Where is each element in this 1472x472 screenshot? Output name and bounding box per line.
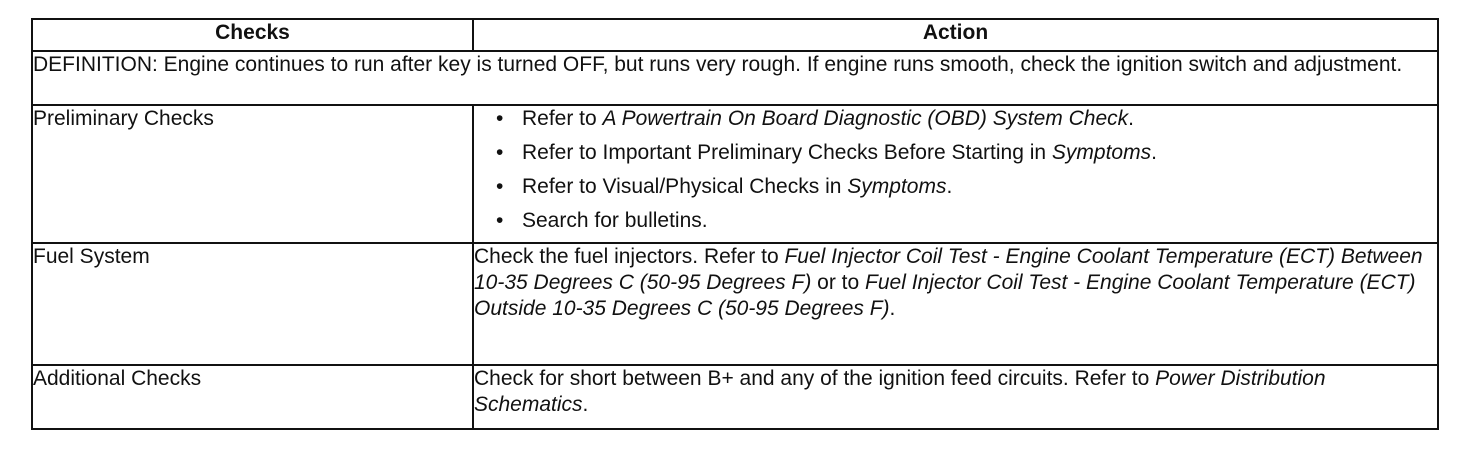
action-text: . [946,175,953,198]
action-text: Search for bulletins. [522,209,708,232]
action-cell [473,365,1438,429]
action-text: Refer to Important Preliminary Checks Before Starting in [522,141,1052,164]
action-text: . [1151,141,1157,164]
list-item [496,140,1437,174]
table-row [32,243,1438,365]
list-item [496,208,1437,242]
list-item [496,106,1437,140]
action-cell [473,243,1438,365]
action-text: or to [811,271,866,294]
action-reference: Symptoms [1051,141,1152,164]
action-reference: Fuel Injector Coil Test - Engine Coolant Temperature (ECT) Outside 10-35 Degrees C (50-95 Degrees F) [474,271,1416,320]
check-label: Preliminary Checks [32,105,473,243]
action-text: . [582,393,589,416]
bullet-icon: • [496,175,504,198]
action-text: . [1128,107,1134,130]
list-item [496,174,1437,208]
definition-row [32,51,1438,105]
table-row [32,105,1438,243]
bullet-icon: • [496,209,504,232]
action-text: Check for short between B+ and any of the ignition feed circuits. Refer to [474,367,1156,390]
action-reference: Fuel Injector Coil Test - Engine Coolant Temperature (ECT) Between 10-35 Degrees C (50-95 Degrees F) [474,245,1423,294]
bullet-icon: • [496,107,504,130]
header-row [32,19,1438,51]
action-text: Refer to [522,107,603,130]
action-text: Check the fuel injectors. Refer to [474,245,785,268]
table-row [32,365,1438,429]
check-label: Fuel System [32,243,473,365]
action-reference: A Powertrain On Board Diagnostic (OBD) System Check [602,107,1129,130]
action-reference: Symptoms [847,175,947,198]
action-text: . [889,297,896,320]
action-cell [473,105,1438,243]
header-action: Action [473,19,1438,51]
bullet-list [474,106,1437,242]
action-text: Refer to Visual/Physical Checks in [522,175,848,198]
diagnostic-table [31,18,1439,430]
header-checks: Checks [32,19,473,51]
check-label: Additional Checks [32,365,473,429]
bullet-icon: • [496,141,504,164]
action-reference: Power Distribution Schematics [474,367,1326,416]
definition-text: DEFINITION: Engine continues to run after key is turned OFF, but runs very rough. If engine runs smooth, check the ignition switch and adjustment. [32,51,1438,105]
